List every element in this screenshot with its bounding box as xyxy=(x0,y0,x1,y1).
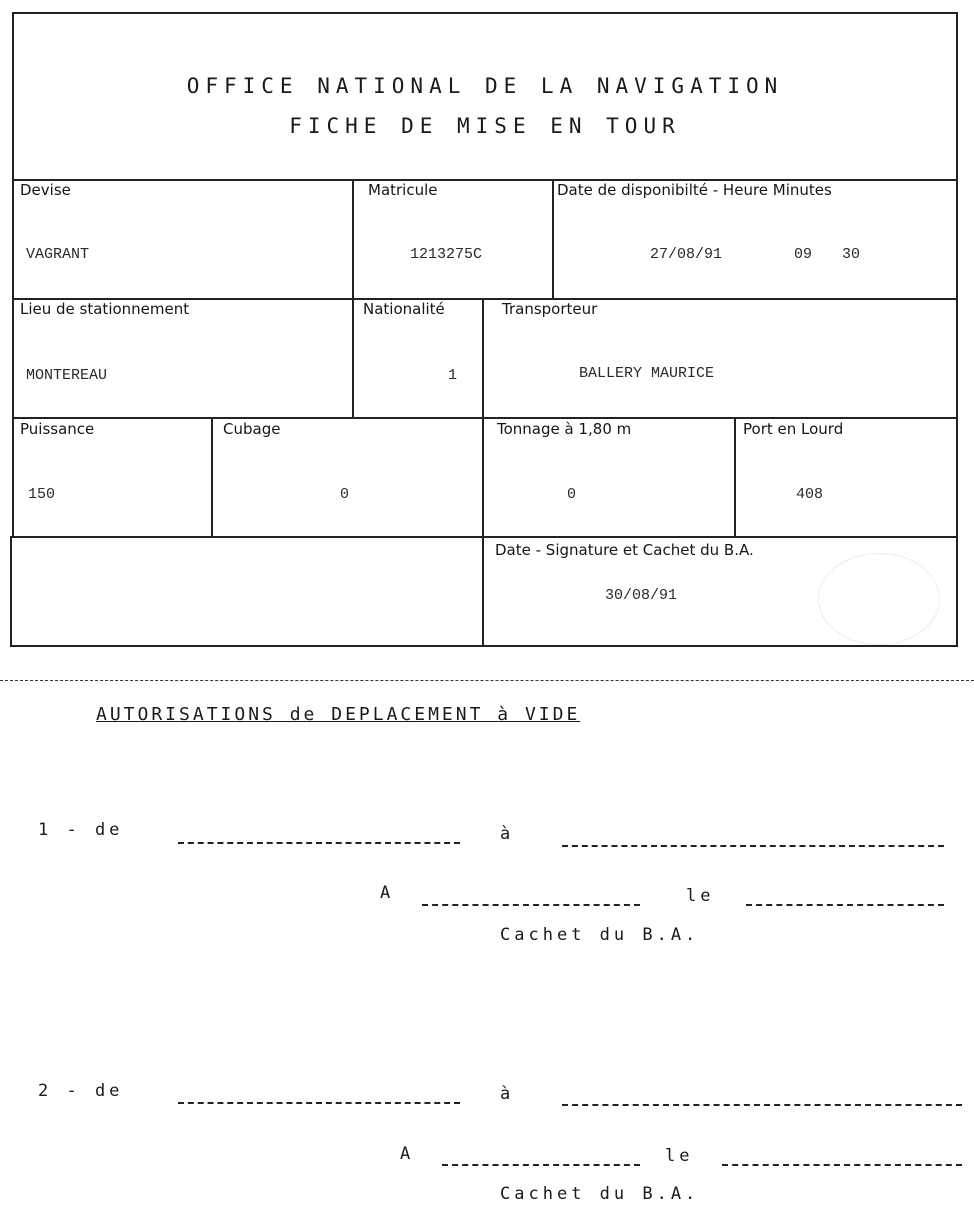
entry-a-label: à xyxy=(500,824,515,844)
entry-lieu-label: A xyxy=(400,1144,415,1164)
frame-bottom-border xyxy=(10,645,958,647)
entry-lieu-label: A xyxy=(380,883,395,903)
field-date[interactable] xyxy=(722,1164,962,1166)
devise-value: VAGRANT xyxy=(26,246,90,263)
divider-date xyxy=(552,179,554,298)
transporteur-value: BALLERY MAURICE xyxy=(579,365,715,382)
field-lieu[interactable] xyxy=(442,1164,640,1166)
puissance-label: Puissance xyxy=(20,420,95,438)
entry-le-label: le xyxy=(686,886,715,906)
form-title: FICHE DE MISE EN TOUR xyxy=(289,114,681,138)
frame-left-border-lower xyxy=(10,536,12,646)
field-date[interactable] xyxy=(746,904,944,906)
heure-value: 09 xyxy=(794,246,813,263)
tear-off-line xyxy=(0,680,974,681)
entry-number-de: 2 - de xyxy=(38,1081,124,1101)
row2-bottom-border xyxy=(12,417,958,419)
field-destination[interactable] xyxy=(562,1104,962,1106)
tonnage-value: 0 xyxy=(567,486,577,503)
cubage-label: Cubage xyxy=(223,420,281,438)
entry-cachet-label: Cachet du B.A. xyxy=(500,1184,700,1204)
divider-transporteur xyxy=(482,298,484,646)
entry-a-label: à xyxy=(500,1084,515,1104)
signature-date: 30/08/91 xyxy=(605,587,678,604)
field-lieu[interactable] xyxy=(422,904,640,906)
cubage-value: 0 xyxy=(340,486,350,503)
matricule-value: 1213275C xyxy=(410,246,483,263)
cachet-stamp-faint xyxy=(818,553,940,645)
date-disponibilite-label: Date de disponibilté - Heure Minutes xyxy=(557,181,832,199)
frame-top-border xyxy=(12,12,958,14)
lieu-stationnement-value: MONTEREAU xyxy=(26,367,108,384)
field-de[interactable] xyxy=(178,842,460,844)
entry-number-de: 1 - de xyxy=(38,820,124,840)
signature-label: Date - Signature et Cachet du B.A. xyxy=(495,541,754,559)
entry-le-label: le xyxy=(665,1146,694,1166)
matricule-label: Matricule xyxy=(368,181,438,199)
port-en-lourd-label: Port en Lourd xyxy=(743,420,844,438)
divider-cubage xyxy=(211,417,213,536)
row3-bottom-border xyxy=(12,536,958,538)
port-en-lourd-value: 408 xyxy=(796,486,824,503)
divider-port xyxy=(734,417,736,536)
lieu-stationnement-label: Lieu de stationnement xyxy=(20,300,190,318)
nationalite-value: 1 xyxy=(448,367,458,384)
minutes-value: 30 xyxy=(842,246,861,263)
field-destination[interactable] xyxy=(562,845,944,847)
devise-label: Devise xyxy=(20,181,71,199)
frame-right-border xyxy=(956,12,958,646)
field-de[interactable] xyxy=(178,1102,460,1104)
office-title: OFFICE NATIONAL DE LA NAVIGATION xyxy=(186,74,784,98)
tonnage-label: Tonnage à 1,80 m xyxy=(497,420,632,438)
puissance-value: 150 xyxy=(28,486,56,503)
nationalite-label: Nationalité xyxy=(363,300,445,318)
date-disponibilite-value: 27/08/91 xyxy=(650,246,723,263)
divider-matricule xyxy=(352,179,354,417)
entry-cachet-label: Cachet du B.A. xyxy=(500,925,700,945)
transporteur-label: Transporteur xyxy=(502,300,598,318)
autorisations-title: AUTORISATIONS de DEPLACEMENT à VIDE xyxy=(96,704,581,725)
